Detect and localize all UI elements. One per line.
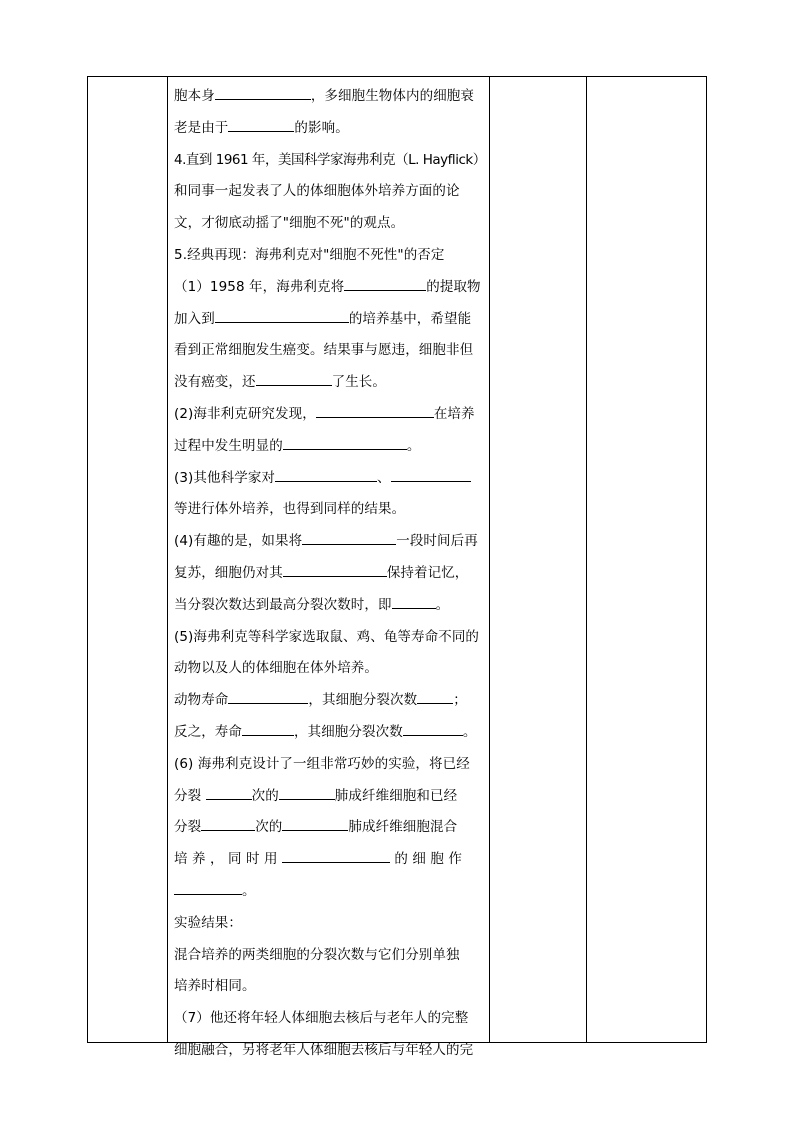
fill-blank xyxy=(282,815,348,831)
fill-blank xyxy=(344,275,426,291)
fill-blank xyxy=(215,84,311,100)
text-line: 细胞融合，另将老年人体细胞去核后与年轻人的完 xyxy=(174,1041,474,1058)
text-line: 当分裂次数达到最高分裂次数时，即 。 xyxy=(174,590,484,622)
column-divider xyxy=(489,77,490,1042)
fill-blank xyxy=(283,561,387,577)
text-line: 看到正常细胞发生癌变。结果事与愿违，细胞非但 xyxy=(174,342,474,359)
text-line: 复苏，细胞仍对其 保持着记忆， xyxy=(174,558,484,590)
text-line: 4.直到 1961 年，美国科学家海弗利克（L. Hayflick） xyxy=(174,151,486,168)
text-line: 分裂 次的 肺成纤维细胞和已经 xyxy=(174,781,484,813)
worksheet-table xyxy=(87,76,707,1058)
fill-blank xyxy=(215,307,349,323)
fill-blank xyxy=(275,466,377,482)
fill-blank xyxy=(392,593,436,609)
text-line: 等进行体外培养，也得到同样的结果。 xyxy=(174,501,406,518)
text-line: (3)其他科学家对 、 xyxy=(174,463,484,495)
text-line: 动物寿命 ，其细胞分裂次数 ； xyxy=(174,685,484,717)
text-line: (6) 海弗利克设计了一组非常巧妙的实验，将已经 xyxy=(174,755,470,772)
text-line: 过程中发生明显的 。 xyxy=(174,431,484,463)
fill-blank xyxy=(316,402,434,418)
text-line: 加入到 的培养基中，希望能 xyxy=(174,304,484,336)
text-line: 分裂 次的 肺成纤维细胞混合 xyxy=(174,812,484,844)
text-line: 文，才彻底动摇了"细胞不死"的观点。 xyxy=(174,215,405,232)
text-line: 实验结果： xyxy=(174,914,242,931)
text-line: 老是由于 的影响。 xyxy=(174,113,484,145)
fill-blank xyxy=(279,784,335,800)
fill-blank xyxy=(242,720,294,736)
column-divider xyxy=(167,77,168,1042)
fill-blank xyxy=(206,784,252,800)
fill-blank xyxy=(228,116,294,132)
fill-blank xyxy=(417,688,453,704)
content-cell xyxy=(174,81,484,1067)
text-line: 和同事一起发表了人的体细胞体外培养方面的论 xyxy=(174,183,460,200)
text-line: 动物以及人的体细胞在体外培养。 xyxy=(174,660,378,677)
text-line: 反之，寿命 ，其细胞分裂次数 。 xyxy=(174,717,484,749)
fill-blank xyxy=(403,720,463,736)
fill-blank xyxy=(391,466,471,482)
text-line: （7）他还将年轻人体细胞去核后与老年人的完整 xyxy=(174,1010,469,1027)
text-line: (2)海非利克研究发现， 在培养 xyxy=(174,399,484,431)
text-line: 混合培养的两类细胞的分裂次数与它们分别单独 xyxy=(174,946,460,963)
fill-blank xyxy=(256,370,332,386)
text-line: （1）1958 年，海弗利克将 的提取物 xyxy=(174,272,484,304)
text-line: (4)有趣的是，如果将 一段时间后再 xyxy=(174,526,484,558)
text-line: (5)海弗利克等科学家选取鼠、鸡、龟等寿命不同的 xyxy=(174,628,480,645)
text-line: 胞本身 ，多细胞生物体内的细胞衰 xyxy=(174,81,484,113)
fill-blank xyxy=(282,847,390,863)
text-line: 。 xyxy=(174,876,484,908)
text-line: 培养时相同。 xyxy=(174,978,256,995)
text-line: 培 养 ， 同 时 用 的 细 胞 作 xyxy=(174,844,484,876)
fill-blank xyxy=(201,815,255,831)
fill-blank xyxy=(174,879,242,895)
fill-blank xyxy=(228,688,308,704)
fill-blank xyxy=(283,434,407,450)
text-line: 没有癌变，还 了生长。 xyxy=(174,367,484,399)
text-line: 5.经典再现：海弗利克对"细胞不死性"的否定 xyxy=(174,246,445,263)
column-divider xyxy=(586,77,587,1042)
fill-blank xyxy=(302,529,396,545)
